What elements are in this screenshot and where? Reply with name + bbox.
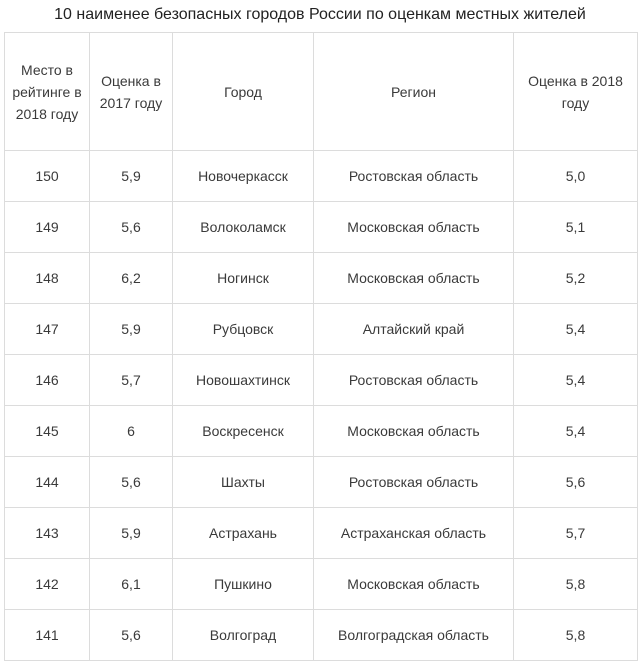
rank-cell: 149	[5, 202, 90, 253]
header-rank-2018: Место в рейтинге в 2018 году	[5, 33, 90, 151]
city-cell: Новочеркасск	[173, 151, 314, 202]
city-cell: Астрахань	[173, 508, 314, 559]
region-cell: Московская область	[314, 253, 514, 304]
table-row	[5, 253, 638, 304]
table-row	[5, 457, 638, 508]
score-2017-cell: 6,2	[90, 253, 173, 304]
score-2017-cell: 5,9	[90, 304, 173, 355]
score-2018-cell: 5,1	[514, 202, 638, 253]
region-cell: Алтайский край	[314, 304, 514, 355]
score-2017-cell: 5,9	[90, 508, 173, 559]
score-2018-cell: 5,2	[514, 253, 638, 304]
table-row	[5, 508, 638, 559]
table-row	[5, 406, 638, 457]
header-row	[5, 33, 638, 151]
score-2018-cell: 5,8	[514, 559, 638, 610]
score-2018-cell: 5,8	[514, 610, 638, 661]
score-2017-cell: 6	[90, 406, 173, 457]
region-cell: Московская область	[314, 559, 514, 610]
region-cell: Астраханская область	[314, 508, 514, 559]
score-2017-cell: 5,9	[90, 151, 173, 202]
table-row	[5, 304, 638, 355]
region-cell: Ростовская область	[314, 355, 514, 406]
header-city: Город	[173, 33, 314, 151]
table-row	[5, 355, 638, 406]
cities-table	[4, 32, 638, 661]
table-row	[5, 202, 638, 253]
score-2018-cell: 5,6	[514, 457, 638, 508]
city-cell: Новошахтинск	[173, 355, 314, 406]
city-cell: Воскресенск	[173, 406, 314, 457]
table-row	[5, 610, 638, 661]
rank-cell: 142	[5, 559, 90, 610]
score-2018-cell: 5,4	[514, 355, 638, 406]
rank-cell: 150	[5, 151, 90, 202]
score-2018-cell: 5,0	[514, 151, 638, 202]
score-2018-cell: 5,7	[514, 508, 638, 559]
score-2018-cell: 5,4	[514, 406, 638, 457]
city-cell: Пушкино	[173, 559, 314, 610]
rank-cell: 141	[5, 610, 90, 661]
rank-cell: 144	[5, 457, 90, 508]
table-title: 10 наименее безопасных городов России по оценкам местных жителей	[54, 6, 586, 23]
region-cell: Московская область	[314, 202, 514, 253]
rank-cell: 146	[5, 355, 90, 406]
score-2017-cell: 5,6	[90, 202, 173, 253]
table-row	[5, 151, 638, 202]
table-row	[5, 559, 638, 610]
region-cell: Волгоградская область	[314, 610, 514, 661]
city-cell: Шахты	[173, 457, 314, 508]
score-2017-cell: 5,6	[90, 457, 173, 508]
city-cell: Рубцовск	[173, 304, 314, 355]
rank-cell: 147	[5, 304, 90, 355]
score-2017-cell: 5,6	[90, 610, 173, 661]
city-cell: Волоколамск	[173, 202, 314, 253]
rank-cell: 145	[5, 406, 90, 457]
header-score-2017: Оценка в 2017 году	[90, 33, 173, 151]
city-cell: Волгоград	[173, 610, 314, 661]
region-cell: Московская область	[314, 406, 514, 457]
header-region: Регион	[314, 33, 514, 151]
score-2018-cell: 5,4	[514, 304, 638, 355]
rank-cell: 148	[5, 253, 90, 304]
region-cell: Ростовская область	[314, 457, 514, 508]
score-2017-cell: 5,7	[90, 355, 173, 406]
city-cell: Ногинск	[173, 253, 314, 304]
score-2017-cell: 6,1	[90, 559, 173, 610]
header-score-2018: Оценка в 2018 году	[514, 33, 638, 151]
rank-cell: 143	[5, 508, 90, 559]
region-cell: Ростовская область	[314, 151, 514, 202]
